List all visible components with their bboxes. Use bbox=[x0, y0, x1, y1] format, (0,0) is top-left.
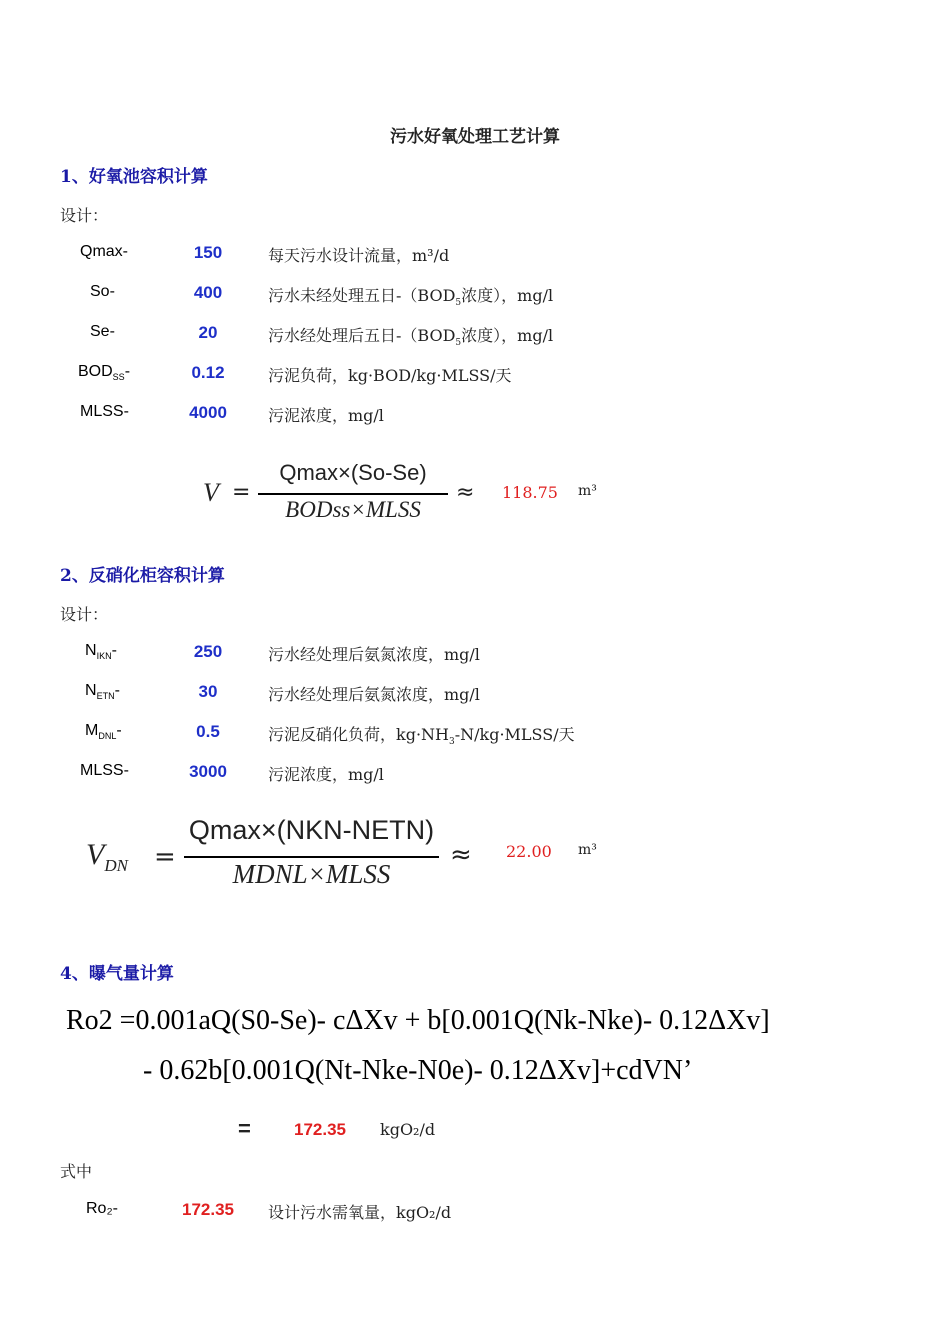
fraction-bar bbox=[184, 856, 439, 858]
approx-sign: ≈ bbox=[450, 840, 472, 870]
param-value: 0.5 bbox=[196, 722, 220, 741]
param-name: $N_{IKN}-$ bbox=[85, 642, 117, 662]
formula-equals: = bbox=[154, 842, 176, 872]
formula-result: 118.75 bbox=[502, 483, 558, 502]
formula-numerator: Qmax×(NKN-NETN) bbox=[188, 815, 435, 845]
approx-sign: ≈ bbox=[456, 480, 475, 505]
formula-denominator: MDNL×MLSS bbox=[232, 859, 391, 889]
param-desc: 污水未经处理五日$-(BOD_5$浓度），mg/l bbox=[268, 286, 554, 309]
param-desc: 污水经处理后氨氮浓度，mg/l bbox=[268, 645, 480, 664]
param-name: Qmax- bbox=[80, 243, 128, 260]
result-equals: = bbox=[238, 1116, 251, 1141]
param-desc: 污泥浓度，mg/l bbox=[268, 765, 384, 784]
aeration-result-unit: kgO₂/d bbox=[380, 1120, 436, 1139]
param-value: 4000 bbox=[189, 403, 227, 422]
param-name: MLSS- bbox=[80, 762, 129, 779]
param-name: MLSS- bbox=[80, 403, 129, 420]
aeration-formula-line-2: - 0.62b[0.001Q(Nt-Nke-N0e)- 0.12ΔXv]+cdVN’ bbox=[143, 1055, 693, 1086]
formula-lhs: $V_{DN}$ bbox=[86, 838, 128, 875]
param-value: 172.35 bbox=[182, 1200, 234, 1219]
formula-numerator: Qmax×(So-Se) bbox=[279, 460, 427, 485]
param-value: 3000 bbox=[189, 762, 227, 781]
param-desc: 污泥反硝化负荷，$kg\cdot NH_3-N/kg\cdot MLSS/$天 bbox=[268, 725, 575, 748]
fraction-bar bbox=[258, 493, 448, 495]
param-value: 250 bbox=[193, 642, 223, 661]
param-desc: 污水经处理后五日$-(BOD_5$浓度），mg/l bbox=[268, 326, 554, 349]
param-desc: 每天污水设计流量，m³/d bbox=[268, 246, 450, 265]
section-1-design-label: 设计： bbox=[60, 206, 109, 225]
param-desc: 设计污水需氧量，kgO₂/d bbox=[268, 1203, 452, 1222]
param-name: Se- bbox=[90, 323, 115, 340]
aeration-formula-line-1: Ro2 =0.001aQ(S0-Se)- cΔXv + b[0.001Q(Nk-Nke)- 0.12ΔXv] bbox=[66, 1005, 770, 1036]
param-value: 0.12 bbox=[191, 363, 225, 382]
page-title: 污水好氧处理工艺计算 bbox=[390, 127, 560, 147]
param-name: $M_{DNL}-$ bbox=[85, 722, 122, 742]
param-desc: 污水经处理后氨氮浓度，mg/l bbox=[268, 685, 480, 704]
param-value: 400 bbox=[193, 283, 223, 302]
aeration-result: 172.35 bbox=[294, 1120, 346, 1139]
param-value: 30 bbox=[198, 682, 218, 701]
param-value: 150 bbox=[193, 243, 223, 262]
param-name: Ro₂- bbox=[86, 1200, 118, 1217]
where-label: 式中 bbox=[60, 1162, 93, 1181]
formula-unit: m³ bbox=[578, 842, 597, 858]
section-1-heading: 1、好氧池容积计算 bbox=[60, 167, 208, 187]
param-desc: 污泥浓度，mg/l bbox=[268, 406, 384, 425]
param-value: 20 bbox=[198, 323, 218, 342]
section-4-heading: 4、曝气量计算 bbox=[60, 964, 174, 984]
formula-result: 22.00 bbox=[506, 842, 552, 861]
section-2-design-label: 设计： bbox=[60, 605, 109, 624]
param-name: $BOD_{SS}-$ bbox=[78, 363, 131, 383]
param-name: $N_{ETN}-$ bbox=[85, 682, 120, 702]
param-desc: 污泥负荷，kg·BOD/kg·MLSS/天 bbox=[268, 366, 512, 385]
formula-denominator: BODss×MLSS bbox=[285, 497, 421, 522]
param-name: So- bbox=[90, 283, 115, 300]
formula-unit: m³ bbox=[578, 483, 597, 499]
formula-lhs: V bbox=[203, 478, 219, 507]
section-2-heading: 2、反硝化柜容积计算 bbox=[60, 566, 225, 586]
formula-equals: = bbox=[232, 480, 251, 505]
